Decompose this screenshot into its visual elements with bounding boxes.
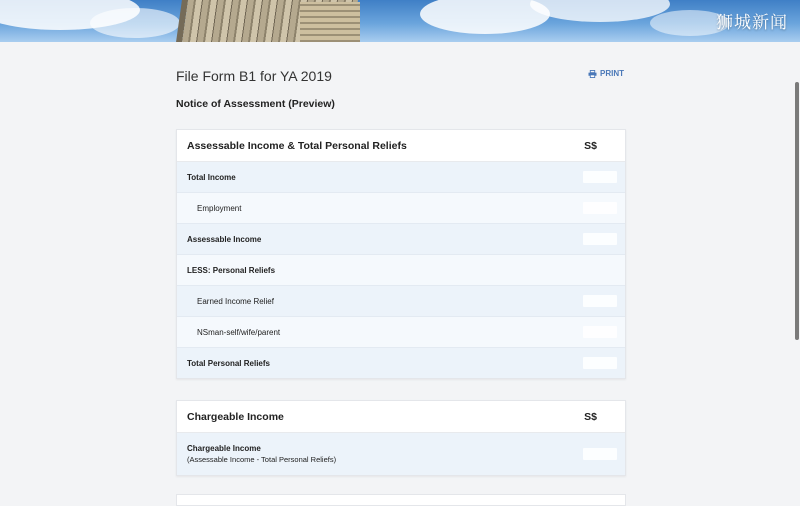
card-title: Assessable Income & Total Personal Reliefs <box>187 139 407 152</box>
building-image <box>300 2 360 42</box>
row-label: Assessable Income <box>187 234 262 244</box>
value-placeholder <box>583 295 617 307</box>
card-body <box>177 433 625 475</box>
next-card-edge <box>176 494 626 506</box>
table-row-nsman-relief <box>177 316 625 347</box>
print-button[interactable] <box>588 69 624 78</box>
card-header <box>177 130 625 162</box>
brand-watermark: 狮城新闻 <box>716 13 788 33</box>
table-row-total-income <box>177 162 625 192</box>
assessable-income-card <box>176 129 626 379</box>
value-placeholder <box>583 233 617 245</box>
card-body <box>177 162 625 378</box>
page-title: File Form B1 for YA 2019 <box>176 68 332 84</box>
card-title: Chargeable Income <box>187 410 284 423</box>
scrollbar-thumb[interactable] <box>795 82 799 340</box>
row-label-main: Chargeable Income <box>187 444 261 453</box>
value-placeholder <box>583 448 617 460</box>
table-row-assessable-income <box>177 223 625 254</box>
row-label: NSman-self/wife/parent <box>197 327 281 337</box>
value-placeholder <box>583 357 617 369</box>
table-row-chargeable-income <box>177 433 625 475</box>
row-label-formula: (Assessable Income - Total Personal Reliefs) <box>187 455 337 464</box>
cloud-decoration <box>530 0 670 22</box>
table-row-personal-reliefs <box>177 254 625 285</box>
row-label: Total Personal Reliefs <box>187 358 270 368</box>
header-banner <box>0 0 800 42</box>
row-label: Earned Income Relief <box>197 296 274 306</box>
table-row-employment <box>177 192 625 223</box>
printer-icon <box>588 70 597 78</box>
chargeable-income-card <box>176 400 626 476</box>
value-placeholder <box>583 202 617 214</box>
currency-label: S$ <box>584 139 597 152</box>
card-header <box>177 401 625 433</box>
value-placeholder <box>583 171 617 183</box>
print-label: PRINT <box>600 69 624 78</box>
cloud-decoration <box>90 8 180 38</box>
table-row-earned-income-relief <box>177 285 625 316</box>
page-scrollbar[interactable] <box>794 42 800 500</box>
row-label <box>187 444 336 464</box>
main-content <box>176 42 624 500</box>
notice-subtitle: Notice of Assessment (Preview) <box>176 98 335 110</box>
row-label: Total Income <box>187 172 236 182</box>
row-label: Employment <box>197 203 242 213</box>
table-row-total-personal-reliefs <box>177 347 625 378</box>
value-placeholder <box>583 326 617 338</box>
row-label: LESS: Personal Reliefs <box>187 265 276 275</box>
currency-label: S$ <box>584 410 597 423</box>
